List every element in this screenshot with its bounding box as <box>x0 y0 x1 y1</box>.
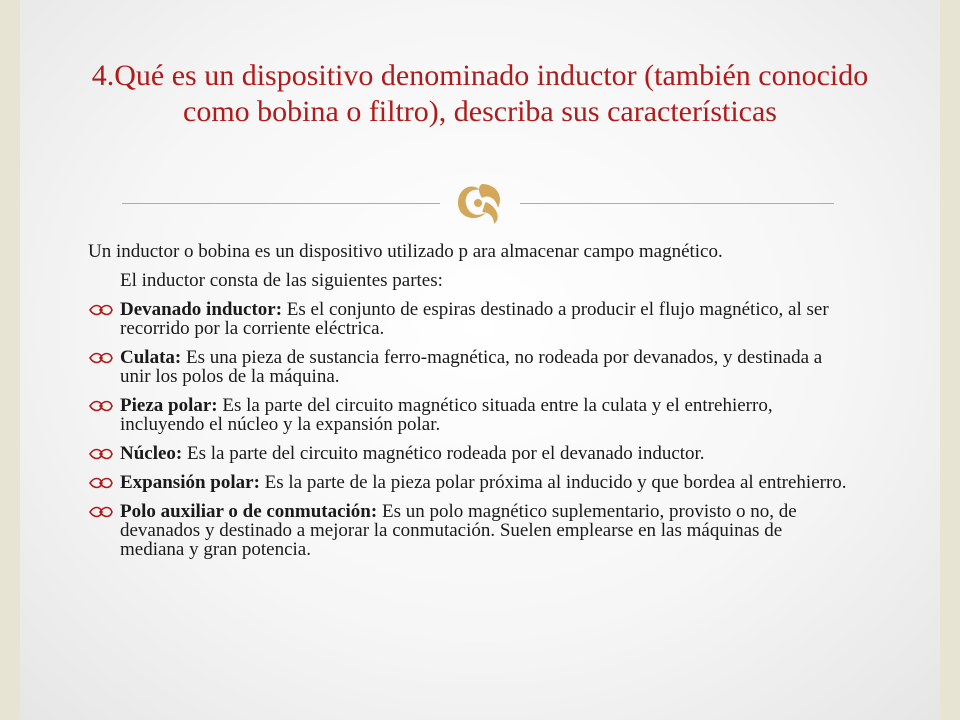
list-item <box>88 473 848 492</box>
decorative-fleuron-icon <box>452 178 508 228</box>
list-item <box>88 300 848 338</box>
item-term: Polo auxiliar o de conmutación: <box>120 501 378 522</box>
fleuron-bullet-icon <box>88 350 114 366</box>
title-divider-right <box>520 203 834 204</box>
item-term: Expansión polar: <box>120 472 260 493</box>
intro-paragraph: Un inductor o bobina es un dispositivo utilizado p ara almacenar campo magnético. <box>88 241 723 262</box>
subintro-paragraph: El inductor consta de las siguientes partes: <box>120 270 443 291</box>
list-item <box>88 444 848 463</box>
item-term: Pieza polar: <box>120 395 218 416</box>
item-term: Núcleo: <box>120 443 183 464</box>
fleuron-bullet-icon <box>88 398 114 414</box>
item-term: Culata: <box>120 347 182 368</box>
slide-title: 4.Qué es un dispositivo denominado inductor (también conocido como bobina o filtro), describa sus características <box>91 59 869 128</box>
item-text: Es un polo magnético suplementario, provisto o no, de devanados y destinado a mejorar la conmutación. Suelen emplearse en las máquinas de mediana y gran potencia. <box>120 501 797 560</box>
item-term: Devanado inductor: <box>120 299 283 320</box>
fleuron-bullet-icon <box>88 302 114 318</box>
list-item <box>88 502 848 559</box>
slide-body <box>88 242 848 569</box>
item-text: Es la parte de la pieza polar próxima al inducido y que bordea al entrehierro. <box>259 472 847 493</box>
fleuron-bullet-icon <box>88 446 114 462</box>
item-text: Es el conjunto de espiras destinado a producir el flujo magnético, al ser recorrido por la corriente eléctrica. <box>120 299 829 339</box>
item-text: Es una pieza de sustancia ferro-magnética, no rodeada por devanados, y destinada a unir los polos de la máquina. <box>120 347 823 387</box>
title-divider-left <box>122 203 440 204</box>
parts-list <box>88 300 848 559</box>
list-item <box>88 348 848 386</box>
fleuron-bullet-icon <box>88 504 114 520</box>
item-text: Es la parte del circuito magnético situada entre la culata y el entrehierro, incluyendo el núcleo y la expansión polar. <box>120 395 773 435</box>
fleuron-bullet-icon <box>88 475 114 491</box>
list-item <box>88 396 848 434</box>
item-text: Es la parte del circuito magnético rodeada por el devanado inductor. <box>182 443 705 464</box>
